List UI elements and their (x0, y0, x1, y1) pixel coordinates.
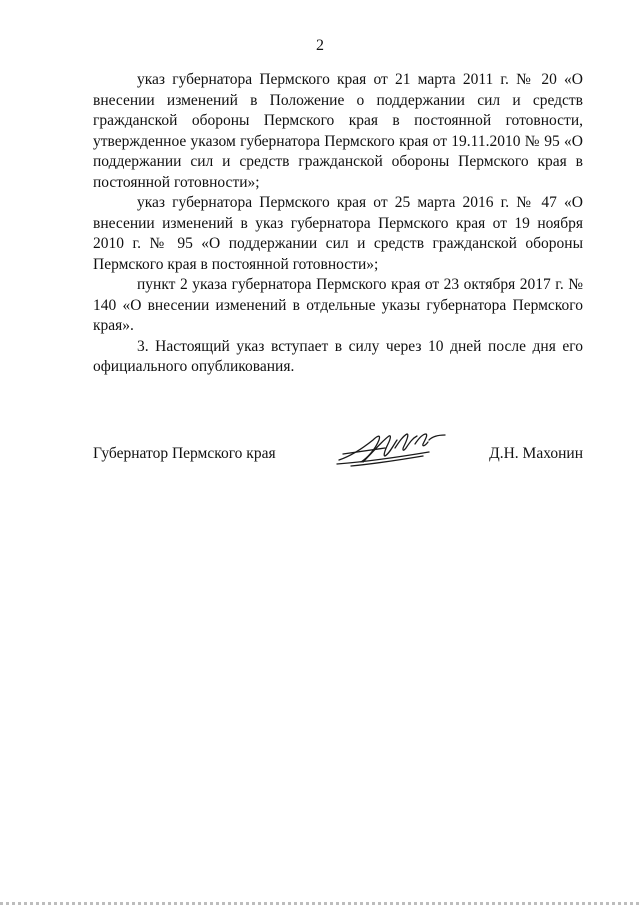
signer-title: Губернатор Пермского края (93, 445, 276, 462)
handwritten-signature (333, 426, 453, 470)
document-body (93, 70, 583, 378)
paragraph-decree-2011: указ губернатора Пермского края от 21 марта 2011 г. № 20 «О внесении изменений в Положение о поддержании сил и средств гражданской обороны Пермского края в постоянной готовности, утвержденное указом губернатора Пермского края от 19.11.2010 № 95 «О поддержании сил и средств гражданской обороны Пермского края в постоянной готовности»; (93, 71, 583, 191)
signer-name: Д.Н. Махонин (489, 445, 583, 462)
page-number: 2 (316, 37, 324, 54)
paragraph-decree-2016: указ губернатора Пермского края от 25 марта 2016 г. № 47 «О внесении изменений в указ губернатора Пермского края от 19 ноября 2010 г. № 95 «О поддержании сил и средств гражданской обороны Пермского края в постоянной готовности»; (93, 194, 583, 273)
signature-block (93, 420, 583, 480)
paragraph-decree-2017: пункт 2 указа губернатора Пермского края от 23 октября 2017 г. № 140 «О внесении изменений в отдельные указы губернатора Пермского края». (93, 276, 583, 334)
paragraph-effective-date: 3. Настоящий указ вступает в силу через 10 дней после дня его официального опубликования. (93, 337, 583, 375)
